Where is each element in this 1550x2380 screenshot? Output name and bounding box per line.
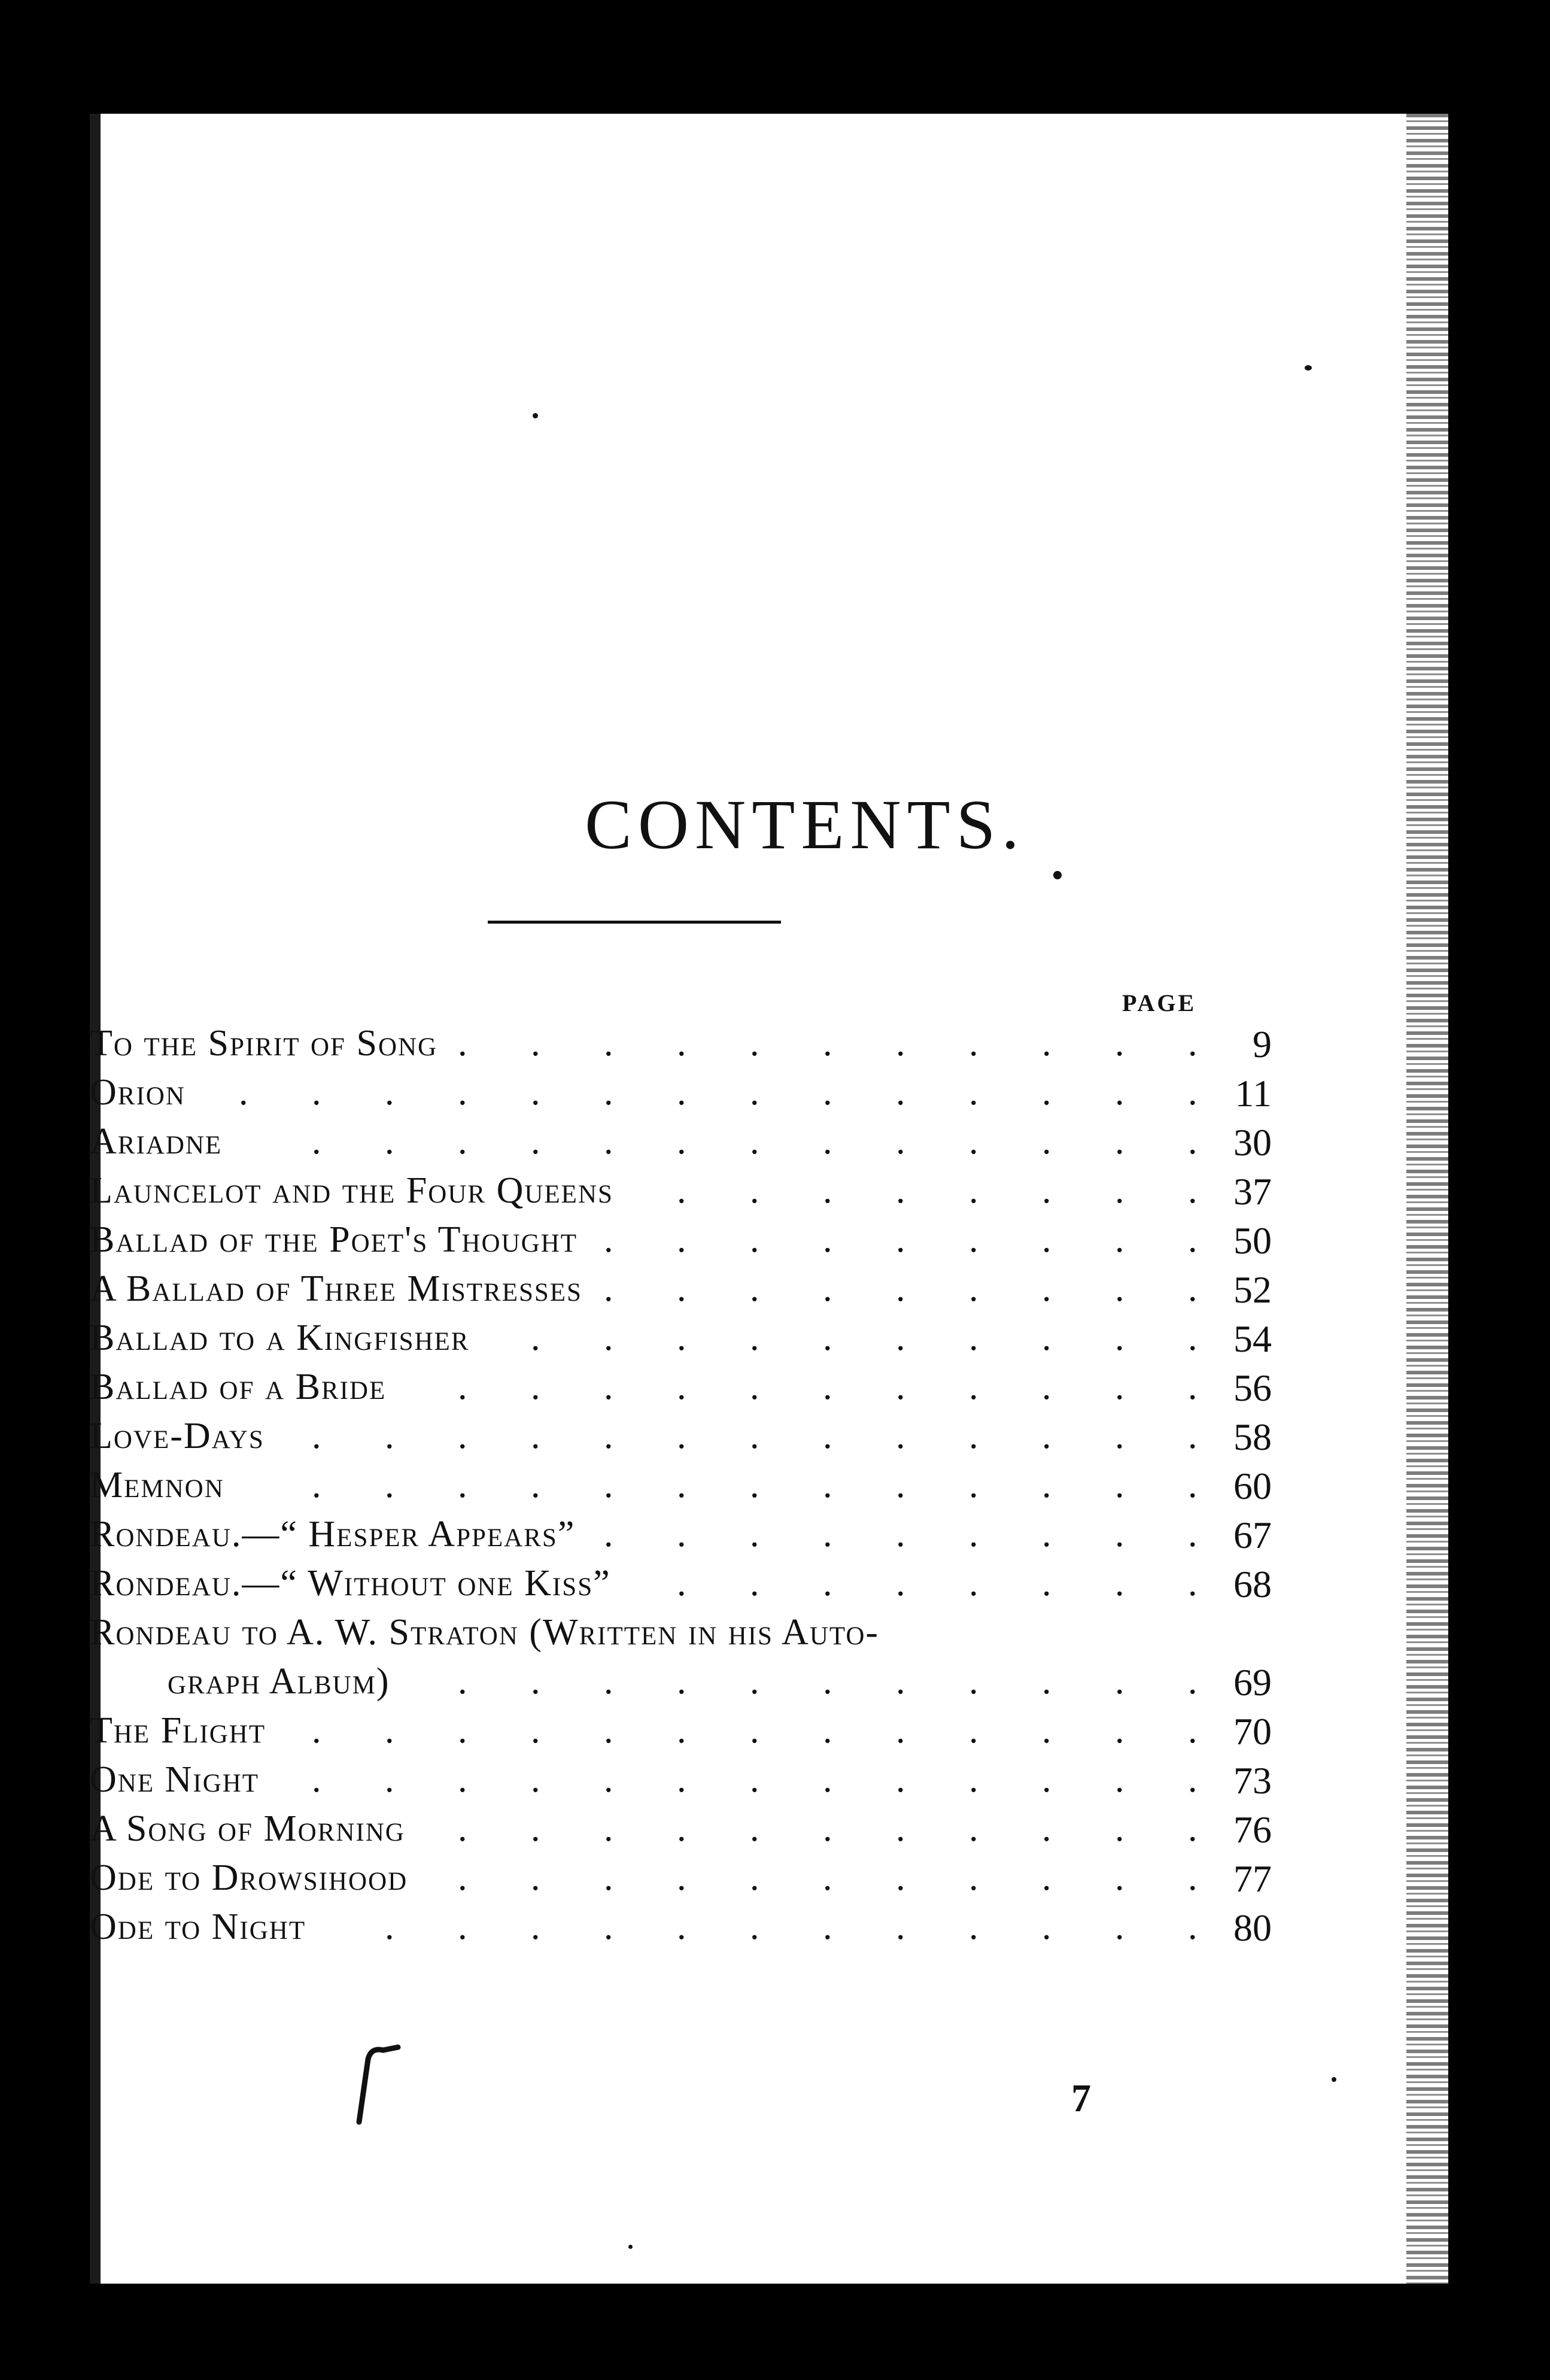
leader-dot: .	[385, 1907, 394, 1947]
leader-dot: .	[604, 1514, 613, 1555]
leader-dot: .	[1188, 1367, 1198, 1407]
leader-dot: .	[1188, 1808, 1198, 1849]
heading-rule	[488, 921, 781, 924]
toc-entry	[90, 1710, 1448, 1759]
leader-dot: .	[823, 1121, 832, 1162]
leader-dot: .	[385, 1121, 394, 1162]
leader-dot: .	[1042, 1465, 1051, 1505]
leader-dot: .	[823, 1514, 832, 1555]
leader-dot: .	[604, 1318, 613, 1358]
leader-dot: .	[1188, 1318, 1198, 1358]
toc-entry	[90, 1513, 1448, 1562]
leader-dot: .	[1042, 1563, 1051, 1604]
leader-dot: .	[677, 1514, 686, 1555]
toc-entry-page: 9	[1253, 1023, 1272, 1065]
leader-dot: .	[1188, 1072, 1198, 1113]
leader-dot: .	[823, 1367, 832, 1407]
leader-dot: .	[385, 1416, 394, 1456]
book-page	[90, 114, 1448, 2284]
leader-dot: .	[677, 1072, 686, 1113]
toc-entry-continuation	[90, 1660, 1448, 1710]
leader-dot: .	[677, 1563, 686, 1604]
toc-entry	[90, 1170, 1448, 1219]
toc-entry	[90, 1562, 1448, 1611]
leader-dot: .	[312, 1759, 321, 1800]
leader-dot: .	[1115, 1514, 1124, 1555]
leader-dot: .	[896, 1907, 905, 1947]
leader-dot: .	[677, 1219, 686, 1260]
leader-dot: .	[312, 1416, 321, 1456]
scan-speck	[1305, 365, 1312, 371]
leader-dot: .	[823, 1563, 832, 1604]
leader-dot: .	[750, 1023, 759, 1064]
leader-dot: .	[1042, 1023, 1051, 1064]
leader-dot: .	[1042, 1121, 1051, 1162]
table-of-contents	[90, 1022, 1448, 1955]
toc-entry-title: Launcelot and the Four Queens	[90, 1170, 613, 1211]
leader-dot: .	[458, 1121, 467, 1162]
leader-dot: .	[677, 1808, 686, 1849]
toc-entry-page: 37	[1233, 1170, 1272, 1213]
toc-entry-title: One Night	[90, 1759, 260, 1800]
leader-dot: .	[896, 1857, 905, 1898]
toc-entry-page: 69	[1233, 1661, 1272, 1704]
leader-dot: .	[458, 1857, 467, 1898]
leader-dot: .	[1115, 1219, 1124, 1260]
leader-dot: .	[1188, 1268, 1198, 1309]
leader-dot: .	[604, 1023, 613, 1064]
leader-dot: .	[1115, 1710, 1124, 1751]
toc-entry	[90, 1611, 1448, 1660]
leader-dot: .	[823, 1416, 832, 1456]
leader-dot: .	[969, 1023, 978, 1064]
leader-dot: .	[750, 1759, 759, 1800]
leader-dot: .	[458, 1907, 467, 1947]
leader-dot: .	[385, 1710, 394, 1751]
leader-dot: .	[531, 1907, 540, 1947]
toc-entry-page: 11	[1235, 1072, 1272, 1115]
leader-dot: .	[604, 1367, 613, 1407]
scan-speck	[628, 2245, 633, 2249]
page-column-label: PAGE	[1122, 989, 1197, 1016]
toc-entry-title: Ballad to a Kingfisher	[90, 1318, 470, 1358]
toc-entry-page: 76	[1233, 1808, 1272, 1851]
toc-entry-title: Rondeau.—“ Hesper Appears”	[90, 1514, 576, 1555]
leader-dot: .	[896, 1563, 905, 1604]
leader-dot: .	[1115, 1023, 1124, 1064]
leader-dot: .	[531, 1121, 540, 1162]
leader-dot: .	[896, 1023, 905, 1064]
toc-entry-page: 54	[1233, 1318, 1272, 1360]
leader-dot: .	[750, 1121, 759, 1162]
leader-dot: .	[969, 1416, 978, 1456]
toc-entry	[90, 1121, 1448, 1170]
leader-dot: .	[531, 1023, 540, 1064]
toc-entry	[90, 1759, 1448, 1808]
scan-speck	[533, 413, 538, 418]
leader-dot: .	[750, 1465, 759, 1505]
leader-dot: .	[896, 1710, 905, 1751]
leader-dot: .	[823, 1759, 832, 1800]
leader-dot: .	[1115, 1170, 1124, 1211]
leader-dot: .	[823, 1023, 832, 1064]
leader-dot: .	[677, 1710, 686, 1751]
leader-dot: .	[823, 1857, 832, 1898]
leader-dot: .	[677, 1857, 686, 1898]
toc-entry-title: graph Album)	[168, 1661, 390, 1702]
toc-entry-title: Ballad of the Poet's Thought	[90, 1219, 578, 1260]
leader-dot: .	[969, 1563, 978, 1604]
toc-entry	[90, 1906, 1448, 1955]
toc-entry-page: 70	[1233, 1710, 1272, 1753]
leader-dot: .	[531, 1808, 540, 1849]
leader-dot: .	[1042, 1219, 1051, 1260]
leader-dot: .	[604, 1661, 613, 1702]
leader-dot: .	[604, 1416, 613, 1456]
leader-dot: .	[385, 1465, 394, 1505]
toc-entry-title: A Song of Morning	[90, 1808, 405, 1849]
leader-dot: .	[1188, 1416, 1198, 1456]
toc-entry	[90, 1022, 1448, 1071]
leader-dot: .	[604, 1465, 613, 1505]
leader-dot: .	[1115, 1857, 1124, 1898]
leader-dot: .	[531, 1416, 540, 1456]
leader-dot: .	[1188, 1219, 1198, 1260]
leader-dot: .	[1188, 1023, 1198, 1064]
leader-dot: .	[1188, 1759, 1198, 1800]
toc-entry	[90, 1808, 1448, 1857]
leader-dot: .	[823, 1318, 832, 1358]
toc-entry-title: Love-Days	[90, 1416, 265, 1456]
leader-dot: .	[458, 1759, 467, 1800]
leader-dot: .	[896, 1219, 905, 1260]
leader-dot: .	[677, 1416, 686, 1456]
leader-dot: .	[823, 1710, 832, 1751]
leader-dot: .	[1042, 1661, 1051, 1702]
leader-dot: .	[823, 1661, 832, 1702]
toc-entry-page: 52	[1233, 1268, 1272, 1311]
page-number: 7	[1071, 2077, 1091, 2120]
leader-dot: .	[1188, 1857, 1198, 1898]
leader-dot: .	[750, 1710, 759, 1751]
leader-dot: .	[604, 1219, 613, 1260]
toc-entry-title: Rondeau.—“ Without one Kiss”	[90, 1563, 611, 1604]
leader-dot: .	[1115, 1268, 1124, 1309]
leader-dot: .	[239, 1072, 248, 1113]
leader-dot: .	[1042, 1759, 1051, 1800]
leader-dot: .	[531, 1318, 540, 1358]
leader-dot: .	[531, 1857, 540, 1898]
toc-entry-page: 73	[1233, 1759, 1272, 1802]
leader-dot: .	[677, 1367, 686, 1407]
toc-entry-title: Ariadne	[90, 1121, 223, 1162]
leader-dot: .	[604, 1857, 613, 1898]
leader-dot: .	[1188, 1661, 1198, 1702]
toc-entry-title: The Flight	[90, 1710, 266, 1751]
leader-dot: .	[604, 1121, 613, 1162]
leader-dot: .	[458, 1465, 467, 1505]
toc-entry	[90, 1464, 1448, 1513]
leader-dot: .	[677, 1121, 686, 1162]
leader-dot: .	[1188, 1170, 1198, 1211]
toc-entry-title: A Ballad of Three Mistresses	[90, 1268, 582, 1309]
leader-dot: .	[1188, 1465, 1198, 1505]
leader-dot: .	[896, 1661, 905, 1702]
leader-dot: .	[896, 1072, 905, 1113]
leader-dot: .	[1115, 1121, 1124, 1162]
toc-entry-title: To the Spirit of Song	[90, 1023, 438, 1064]
leader-dot: .	[1188, 1514, 1198, 1555]
toc-entry-title: Ballad of a Bride	[90, 1367, 387, 1407]
leader-dot: .	[1042, 1907, 1051, 1947]
leader-dot: .	[750, 1318, 759, 1358]
leader-dot: .	[677, 1023, 686, 1064]
leader-dot: .	[896, 1268, 905, 1309]
leader-dot: .	[969, 1808, 978, 1849]
leader-dot: .	[750, 1857, 759, 1898]
leader-dot: .	[1115, 1465, 1124, 1505]
contents-heading: CONTENTS.	[585, 785, 1025, 864]
leader-dot: .	[1042, 1268, 1051, 1309]
leader-dot: .	[1042, 1318, 1051, 1358]
leader-dot: .	[385, 1759, 394, 1800]
leader-dot: .	[969, 1710, 978, 1751]
toc-entry	[90, 1268, 1448, 1317]
toc-entry	[90, 1366, 1448, 1415]
toc-entry-title: Memnon	[90, 1465, 224, 1505]
toc-entry-page: 80	[1233, 1907, 1272, 1949]
scan-speck	[1332, 2077, 1336, 2082]
leader-dot: .	[750, 1072, 759, 1113]
leader-dot: .	[969, 1759, 978, 1800]
leader-dot: .	[677, 1268, 686, 1309]
toc-entry-page: 58	[1233, 1416, 1272, 1458]
leader-dot: .	[896, 1514, 905, 1555]
leader-dot: .	[969, 1318, 978, 1358]
scan-speck	[1053, 871, 1062, 879]
leader-dot: .	[312, 1465, 321, 1505]
leader-dot: .	[677, 1318, 686, 1358]
leader-dot: .	[969, 1170, 978, 1211]
leader-dot: .	[896, 1808, 905, 1849]
toc-entry-page: 60	[1233, 1465, 1272, 1507]
toc-entry-page: 68	[1233, 1563, 1272, 1605]
leader-dot: .	[1188, 1563, 1198, 1604]
toc-entry-page: 30	[1233, 1121, 1272, 1164]
leader-dot: .	[604, 1072, 613, 1113]
leader-dot: .	[1188, 1907, 1198, 1947]
leader-dot: .	[750, 1563, 759, 1604]
leader-dot: .	[823, 1808, 832, 1849]
leader-dot: .	[1115, 1907, 1124, 1947]
leader-dot: .	[458, 1710, 467, 1751]
leader-dot: .	[969, 1072, 978, 1113]
leader-dot: .	[531, 1661, 540, 1702]
leader-dot: .	[969, 1219, 978, 1260]
leader-dot: .	[896, 1318, 905, 1358]
leader-dot: .	[1115, 1563, 1124, 1604]
leader-dot: .	[750, 1219, 759, 1260]
toc-entry	[90, 1317, 1448, 1366]
toc-entry-page: 56	[1233, 1367, 1272, 1409]
leader-dot: .	[1115, 1808, 1124, 1849]
leader-dot: .	[1115, 1367, 1124, 1407]
leader-dot: .	[1188, 1710, 1198, 1751]
leader-dot: .	[969, 1121, 978, 1162]
toc-entry-title: Ode to Night	[90, 1907, 306, 1947]
leader-dot: .	[969, 1367, 978, 1407]
leader-dot: .	[969, 1465, 978, 1505]
toc-entry-title: Ode to Drowsihood	[90, 1857, 408, 1898]
leader-dot: .	[896, 1367, 905, 1407]
leader-dot: .	[823, 1219, 832, 1260]
pen-stroke-mark	[347, 2035, 401, 2125]
leader-dot: .	[1115, 1661, 1124, 1702]
leader-dot: .	[1042, 1072, 1051, 1113]
leader-dot: .	[1042, 1170, 1051, 1211]
leader-dot: .	[531, 1759, 540, 1800]
leader-dot: .	[823, 1072, 832, 1113]
leader-dot: .	[312, 1710, 321, 1751]
leader-dot: .	[1042, 1857, 1051, 1898]
leader-dot: .	[1042, 1514, 1051, 1555]
leader-dot: .	[1115, 1318, 1124, 1358]
leader-dot: .	[823, 1170, 832, 1211]
leader-dot: .	[1042, 1808, 1051, 1849]
leader-dot: .	[677, 1170, 686, 1211]
toc-entry-page: 67	[1233, 1514, 1272, 1556]
leader-dot: .	[677, 1661, 686, 1702]
toc-entry	[90, 1219, 1448, 1268]
leader-dot: .	[1188, 1121, 1198, 1162]
leader-dot: .	[531, 1367, 540, 1407]
leader-dot: .	[969, 1661, 978, 1702]
leader-dot: .	[312, 1072, 321, 1113]
leader-dot: .	[750, 1808, 759, 1849]
leader-dot: .	[604, 1710, 613, 1751]
toc-entry	[90, 1857, 1448, 1906]
leader-dot: .	[1115, 1416, 1124, 1456]
leader-dot: .	[1042, 1367, 1051, 1407]
leader-dot: .	[750, 1416, 759, 1456]
leader-dot: .	[896, 1759, 905, 1800]
leader-dot: .	[1115, 1072, 1124, 1113]
toc-entry	[90, 1071, 1448, 1121]
toc-entry-title: Rondeau to A. W. Straton (Written in his Auto-	[90, 1612, 880, 1653]
toc-entry	[90, 1415, 1448, 1464]
leader-dot: .	[458, 1661, 467, 1702]
leader-dot: .	[823, 1268, 832, 1309]
leader-dot: .	[458, 1367, 467, 1407]
leader-dot: .	[531, 1465, 540, 1505]
leader-dot: .	[969, 1268, 978, 1309]
leader-dot: .	[896, 1465, 905, 1505]
leader-dot: .	[896, 1121, 905, 1162]
leader-dot: .	[458, 1072, 467, 1113]
leader-dot: .	[969, 1907, 978, 1947]
leader-dot: .	[604, 1759, 613, 1800]
leader-dot: .	[750, 1367, 759, 1407]
leader-dot: .	[458, 1416, 467, 1456]
leader-dot: .	[458, 1808, 467, 1849]
leader-dot: .	[604, 1268, 613, 1309]
leader-dot: .	[604, 1808, 613, 1849]
toc-entry-page: 77	[1233, 1857, 1272, 1900]
leader-dot: .	[750, 1170, 759, 1211]
toc-entry-title: Orion	[90, 1072, 186, 1113]
leader-dot: .	[969, 1857, 978, 1898]
leader-dot: .	[896, 1170, 905, 1211]
toc-entry-page: 50	[1233, 1219, 1272, 1262]
leader-dot: .	[750, 1661, 759, 1702]
leader-dot: .	[531, 1072, 540, 1113]
leader-dot: .	[823, 1465, 832, 1505]
leader-dot: .	[750, 1907, 759, 1947]
leader-dot: .	[969, 1514, 978, 1555]
leader-dot: .	[896, 1416, 905, 1456]
leader-dot: .	[312, 1121, 321, 1162]
leader-dot: .	[677, 1759, 686, 1800]
leader-dot: .	[677, 1465, 686, 1505]
leader-dot: .	[750, 1268, 759, 1309]
leader-dot: .	[677, 1907, 686, 1947]
leader-dot: .	[385, 1072, 394, 1113]
leader-dot: .	[1115, 1759, 1124, 1800]
leader-dot: .	[458, 1023, 467, 1064]
leader-dot: .	[531, 1710, 540, 1751]
leader-dot: .	[823, 1907, 832, 1947]
leader-dot: .	[750, 1514, 759, 1555]
leader-dot: .	[1042, 1416, 1051, 1456]
leader-dot: .	[1042, 1710, 1051, 1751]
leader-dot: .	[604, 1907, 613, 1947]
